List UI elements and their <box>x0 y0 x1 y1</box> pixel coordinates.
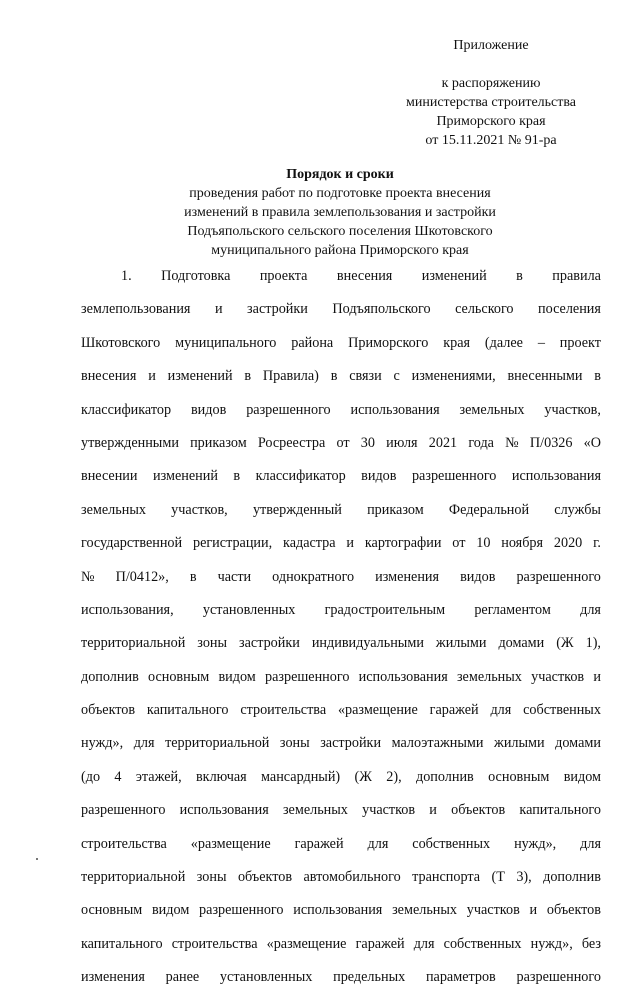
body-word: для <box>490 702 512 719</box>
body-word: П/0412», <box>115 568 169 585</box>
body-word: поселения <box>538 301 601 318</box>
body-word: нужд», <box>530 935 573 952</box>
body-word: транспорта <box>412 869 481 886</box>
body-line <box>81 928 601 961</box>
body-word: использования <box>350 401 440 418</box>
document-subheading-line: изменений в правила землепользования и застройки <box>184 205 496 220</box>
body-word: капитального <box>146 702 229 719</box>
body-word: видов <box>361 468 397 485</box>
body-word: основным <box>81 902 143 919</box>
body-word: дополнив <box>415 768 474 785</box>
body-word: мансардный) <box>261 768 341 785</box>
body-word: без <box>581 935 601 952</box>
scan-artifact <box>36 858 38 860</box>
body-word: в <box>244 368 252 385</box>
document-subheading-line: проведения работ по подготовке проекта внесения <box>189 186 491 201</box>
body-line <box>81 394 601 427</box>
body-line <box>81 761 601 794</box>
body-word: для <box>580 601 601 618</box>
body-word: картографии <box>364 535 442 552</box>
body-word: гаражей <box>429 702 479 719</box>
body-word: в <box>330 368 338 385</box>
body-line <box>81 627 601 660</box>
body-word: параметров <box>425 969 496 986</box>
body-word: (до <box>81 768 101 785</box>
body-word: и <box>593 668 601 685</box>
body-word: Правила) <box>262 368 319 385</box>
body-word: части <box>217 568 252 585</box>
body-word: (Т <box>491 869 505 886</box>
body-word: Подготовка <box>161 268 231 284</box>
body-word: с <box>393 368 400 385</box>
body-word: сельского <box>455 301 514 318</box>
body-word: государственной <box>81 535 183 552</box>
body-line <box>81 360 601 393</box>
body-word: участков <box>362 802 416 819</box>
appendix-title: Приложение <box>453 38 529 53</box>
body-line <box>81 727 601 760</box>
body-word: установленных <box>202 601 296 618</box>
document-subheading-line: муниципального района Приморского края <box>211 243 469 258</box>
body-word: нужд», <box>514 835 557 852</box>
body-word: собственных <box>412 835 491 852</box>
body-word: приказом <box>367 501 424 518</box>
body-word: ранее <box>165 969 200 986</box>
body-word: малоэтажными <box>391 735 484 752</box>
body-word: участков <box>531 668 585 685</box>
body-word: района <box>291 334 334 351</box>
body-word: зоны <box>279 735 310 752</box>
body-word: кадастра <box>283 535 336 552</box>
body-word: для <box>580 835 601 852</box>
body-line <box>81 427 601 460</box>
body-word: правила <box>552 268 601 284</box>
body-word: нужд», <box>81 735 124 752</box>
body-word: для <box>413 935 435 952</box>
body-word: изменений <box>421 268 487 284</box>
body-word: видов <box>460 568 496 585</box>
body-word: видом <box>151 902 190 919</box>
body-word: в <box>189 568 197 585</box>
body-line <box>81 794 601 827</box>
body-word: однократного <box>272 568 355 585</box>
body-word: Шкотовского <box>81 334 161 351</box>
body-line <box>81 293 601 326</box>
body-word: автомобильного <box>303 869 401 886</box>
body-word: видов <box>190 401 227 418</box>
body-word: объектов <box>546 902 601 919</box>
body-word: (Ж <box>354 768 372 785</box>
body-word: для <box>367 835 389 852</box>
body-word: г. <box>593 535 601 552</box>
body-line <box>81 561 601 594</box>
body-word: утвержденными <box>81 434 179 451</box>
body-word: разрешенного <box>516 969 601 986</box>
body-word: июля <box>386 434 418 451</box>
body-word: классификатор <box>81 401 172 418</box>
body-word: гаражей <box>294 835 344 852</box>
body-word: 1), <box>585 635 601 652</box>
body-word: в <box>594 368 601 385</box>
body-word: № <box>505 434 519 451</box>
appendix-block <box>360 36 622 150</box>
body-word: строительства <box>171 935 258 952</box>
body-word: регистрации, <box>192 535 273 552</box>
body-word: использования <box>358 668 448 685</box>
body-word: Росреестра <box>257 434 326 451</box>
body-word: участков, <box>171 501 228 518</box>
body-word: земельных <box>282 802 348 819</box>
body-line <box>81 494 601 527</box>
body-word: территориальной <box>165 735 270 752</box>
body-word: П/0326 <box>529 434 573 451</box>
body-word: Федеральной <box>448 501 530 518</box>
body-word: разрешенного <box>411 468 497 485</box>
body-word: изменений <box>167 368 233 385</box>
body-word: дополнив <box>81 668 139 685</box>
body-word: землепользования <box>81 301 191 318</box>
body-word: внесения <box>336 268 393 284</box>
body-word: земельных <box>392 902 458 919</box>
body-word: застройки <box>320 735 382 752</box>
body-word: изменениями, <box>411 368 496 385</box>
body-word: 4 <box>114 768 122 785</box>
body-word: основным <box>488 768 550 785</box>
body-line <box>81 828 601 861</box>
body-word: и <box>214 301 223 318</box>
body-line <box>81 260 601 293</box>
body-word: использования <box>511 468 601 485</box>
body-word: объектов <box>237 869 293 886</box>
body-line <box>81 327 601 360</box>
body-word: предельных <box>333 969 406 986</box>
body-word: капитального <box>81 935 163 952</box>
body-word: использования, <box>81 601 174 618</box>
body-line <box>81 894 601 927</box>
body-word: территориальной <box>81 635 186 652</box>
body-word: строительства <box>240 702 327 719</box>
body-word: капитального <box>519 802 601 819</box>
body-word: изменения <box>375 568 440 585</box>
document-heading: Порядок и сроки <box>286 167 394 182</box>
body-line <box>81 961 601 994</box>
body-word: и <box>429 802 437 819</box>
body-word: участков <box>466 902 520 919</box>
body-word: 3), <box>516 869 532 886</box>
body-word: объектов <box>451 802 506 819</box>
body-word: установленных <box>219 969 313 986</box>
body-word: видом <box>218 668 256 685</box>
body-word: в <box>233 468 241 485</box>
body-word: земельных <box>459 401 525 418</box>
body-word: 10 <box>476 535 491 552</box>
body-word: 2021 <box>428 434 458 451</box>
appendix-line: к распоряжению <box>441 76 541 91</box>
body-word: жилыми <box>435 635 487 652</box>
body-word: зоны <box>196 869 227 886</box>
body-line <box>81 661 601 694</box>
body-word: территориальной <box>81 869 186 886</box>
body-word: изменений <box>152 468 218 485</box>
body-paragraph <box>81 260 601 995</box>
body-word: градостроительным <box>324 601 446 618</box>
body-word: 2020 <box>553 535 583 552</box>
body-line <box>81 594 601 627</box>
body-word: земельных <box>81 501 146 518</box>
body-word: проекта <box>259 268 308 284</box>
body-word: регламентом <box>474 601 551 618</box>
body-word: приказом <box>190 434 247 451</box>
body-word: строительства <box>81 835 167 852</box>
body-word: – <box>537 334 545 351</box>
body-word: разрешенного <box>246 401 331 418</box>
body-word: 1. <box>121 268 132 284</box>
body-word: домами <box>555 735 601 752</box>
body-word: разрешенного <box>516 568 601 585</box>
body-word: внесении <box>81 468 138 485</box>
body-word: Подъяпольского <box>332 301 431 318</box>
body-word: собственных <box>523 702 601 719</box>
body-word: участков, <box>544 401 601 418</box>
body-word: края <box>443 334 471 351</box>
body-word: 2), <box>386 768 402 785</box>
body-word: разрешенного <box>264 668 350 685</box>
body-word: основным <box>148 668 210 685</box>
body-word: и <box>346 535 355 552</box>
body-word: гаражей <box>355 935 405 952</box>
body-line <box>81 861 601 894</box>
body-word: застройки <box>247 301 308 318</box>
body-word: классификатор <box>255 468 346 485</box>
appendix-line: от 15.11.2021 № 91-ра <box>425 133 557 148</box>
body-word: (далее <box>484 334 523 351</box>
body-word: «размещение <box>337 702 418 719</box>
body-line <box>81 527 601 560</box>
body-word: № <box>81 568 95 585</box>
body-word: земельных <box>456 668 522 685</box>
body-word: от <box>336 434 350 451</box>
body-word: объектов <box>81 702 136 719</box>
body-word: службы <box>554 501 601 518</box>
body-word: разрешенного <box>81 802 166 819</box>
document-title-block <box>60 165 620 260</box>
body-word: (Ж <box>556 635 574 652</box>
body-word: разрешенного <box>199 902 284 919</box>
body-word: внесения <box>81 368 137 385</box>
body-word: и <box>529 902 538 919</box>
body-word: изменения <box>81 969 145 986</box>
body-word: 30 <box>360 434 375 451</box>
body-word: использования <box>179 802 269 819</box>
appendix-line: Приморского края <box>436 114 546 129</box>
body-word: для <box>133 735 155 752</box>
body-word: индивидуальными <box>311 635 424 652</box>
body-word: домами <box>498 635 545 652</box>
document-subheading-line: Подъяпольского сельского поселения Шкотовского <box>187 224 493 239</box>
body-word: этажей, <box>135 768 182 785</box>
body-word: включая <box>195 768 247 785</box>
body-word: застройки <box>239 635 300 652</box>
body-word: в <box>516 268 523 284</box>
body-word: «размещение <box>190 835 271 852</box>
body-word: «О <box>583 434 601 451</box>
body-word: проект <box>559 334 601 351</box>
body-word: связи <box>349 368 382 385</box>
body-word: дополнив <box>543 869 601 886</box>
body-word: года <box>468 434 494 451</box>
body-word: «размещение <box>266 935 347 952</box>
body-word: и <box>148 368 156 385</box>
body-word: внесенными <box>507 368 583 385</box>
body-word: собственных <box>443 935 522 952</box>
body-word: видом <box>563 768 601 785</box>
body-word: от <box>452 535 466 552</box>
body-line <box>81 694 601 727</box>
body-word: Приморского <box>348 334 429 351</box>
appendix-line: министерства строительства <box>405 95 577 110</box>
body-word: жилыми <box>494 735 545 752</box>
body-word: муниципального <box>175 334 277 351</box>
body-word: использования <box>293 902 383 919</box>
body-word: зоны <box>197 635 228 652</box>
body-line <box>81 460 601 493</box>
body-word: ноября <box>501 535 544 552</box>
body-word: утвержденный <box>252 501 342 518</box>
